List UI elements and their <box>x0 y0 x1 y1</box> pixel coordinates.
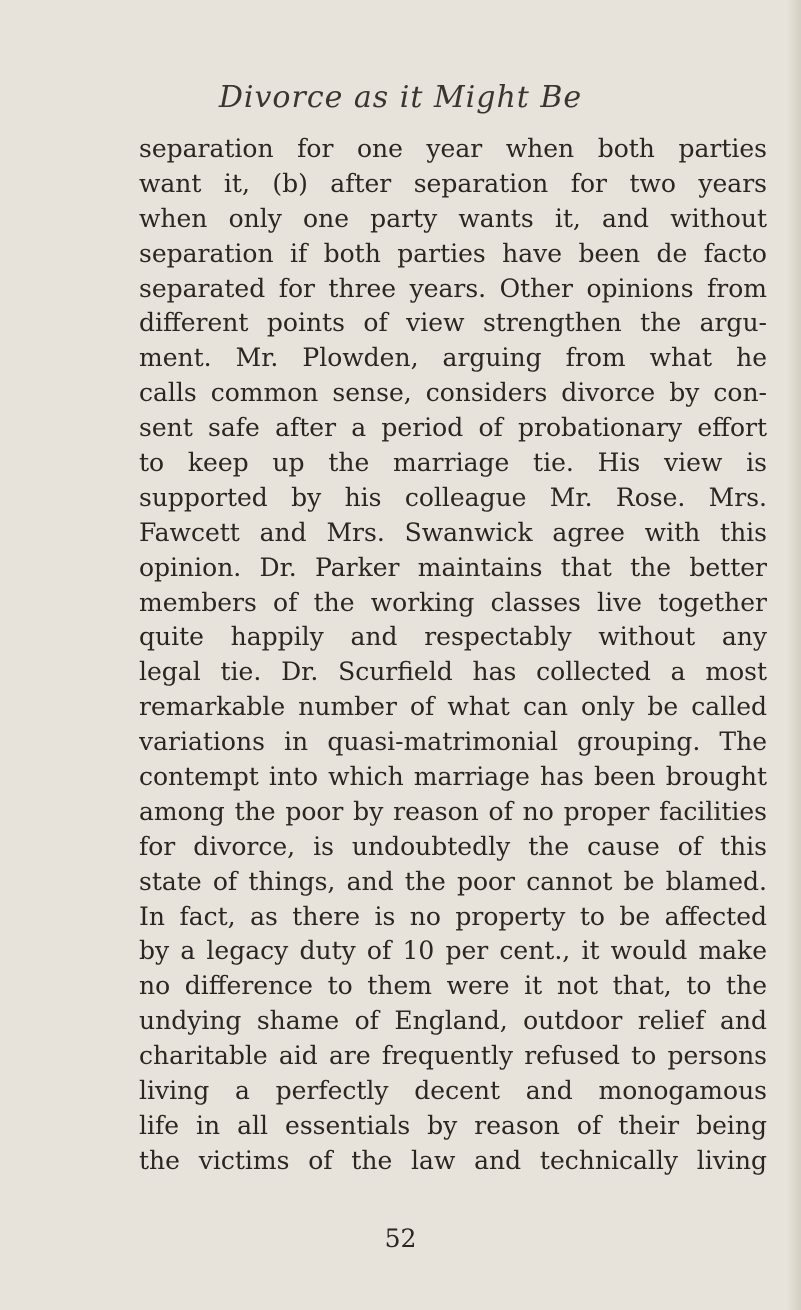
text-line: life in all essentials by reason of their being <box>139 1110 767 1140</box>
text-line: supported by his colleague Mr. Rose. Mrs. <box>139 482 767 512</box>
text-line: undying shame of England, outdoor relief and <box>139 1006 767 1036</box>
page-edge-shadow <box>787 0 801 1310</box>
body-text <box>139 132 767 1179</box>
text-line: want it, (b) after separation for two years <box>139 168 767 198</box>
text-line: living a perfectly decent and monogamous <box>139 1076 767 1106</box>
text-line: quite happily and respectably without any <box>139 622 767 652</box>
text-line: when only one party wants it, and without <box>139 203 767 233</box>
text-line: Fawcett and Mrs. Swanwick agree with this <box>139 517 767 547</box>
text-line: among the poor by reason of no proper facilities <box>139 796 767 826</box>
text-line: legal tie. Dr. Scurfield has collected a most <box>139 657 767 687</box>
text-line: no difference to them were it not that, to the <box>139 971 767 1001</box>
text-line: In fact, as there is no property to be affected <box>139 901 767 931</box>
text-line: separated for three years. Other opinions from <box>139 273 767 303</box>
text-line: the victims of the law and technically living <box>139 1145 767 1175</box>
page-number: 52 <box>384 1224 417 1253</box>
text-line: opinion. Dr. Parker maintains that the better <box>139 552 767 582</box>
text-line: for divorce, is undoubtedly the cause of this <box>139 831 767 861</box>
text-line: variations in quasi-matrimonial grouping. The <box>139 727 767 757</box>
text-line: remarkable number of what can only be called <box>139 692 767 722</box>
text-line: to keep up the marriage tie. His view is <box>139 448 767 478</box>
text-line: separation for one year when both parties <box>139 134 767 163</box>
text-line: separation if both parties have been de facto <box>139 238 767 268</box>
text-line: charitable aid are frequently refused to persons <box>139 1041 767 1071</box>
text-line: members of the working classes live together <box>139 587 767 617</box>
running-head: Divorce as it Might Be <box>218 80 583 115</box>
text-line: different points of view strengthen the argu- <box>139 308 767 338</box>
text-line: sent safe after a period of probationary effort <box>139 413 767 443</box>
text-line: by a legacy duty of 10 per cent., it would make <box>139 936 767 966</box>
text-line: contempt into which marriage has been brought <box>139 762 767 792</box>
text-line: state of things, and the poor cannot be blamed. <box>139 866 767 896</box>
text-line: calls common sense, considers divorce by con- <box>139 378 767 408</box>
text-line: ment. Mr. Plowden, arguing from what he <box>139 343 767 373</box>
